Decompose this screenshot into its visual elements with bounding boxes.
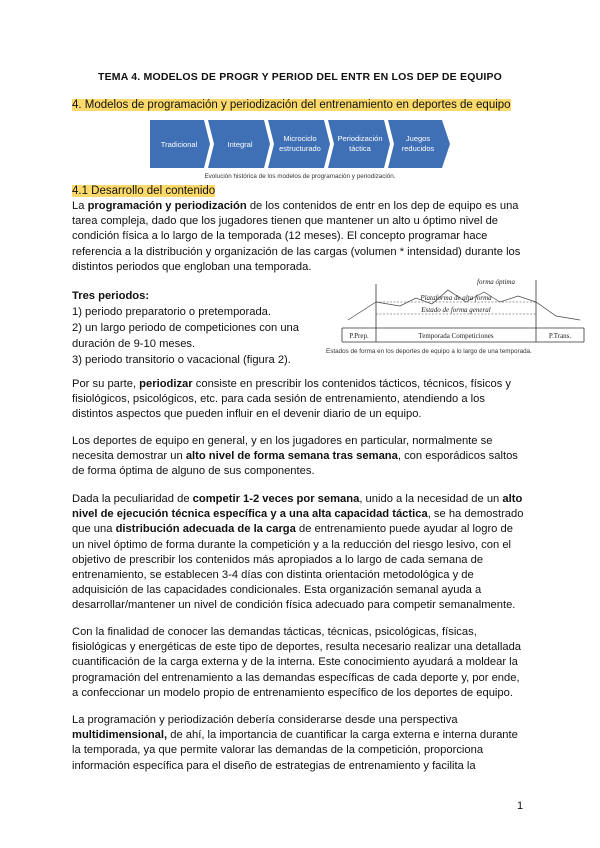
flow-label-tradicional: Tradicional <box>160 140 198 149</box>
cell-temporada: Temporada Competiciones <box>418 332 494 340</box>
flow-label-periodizacion-2: táctica <box>349 144 371 153</box>
flow-label-periodizacion-1: Periodización <box>337 134 383 143</box>
section-heading <box>72 99 511 111</box>
label-forma-optima: forma óptima <box>477 278 515 286</box>
evolution-flow-diagram <box>150 120 450 168</box>
label-plataforma: Plataforma de alta forma <box>420 294 492 302</box>
flow-figure-caption: Evolución histórica de los modelos de programación y periodización. <box>204 173 396 180</box>
paragraph-deportes-equipo: Los deportes de equipo en general, y en los jugadores en particular, normalmente se necesita demostrar un alto nivel de forma semana tras semana, con esporádicos saltos de forma óptima de alguno de sus componentes. <box>72 435 518 478</box>
period-item-2: 2) un largo periodo de competiciones con una duración de 9-10 meses. <box>72 322 300 350</box>
period-item-1: 1) periodo preparatorio o pretemporada. <box>72 306 272 318</box>
flow-label-integral: Integral <box>227 140 253 149</box>
flow-label-juegos-1: Juegos <box>405 134 431 143</box>
paragraph-finalidad: Con la finalidad de conocer las demandas tácticas, técnicas, psicológicas, físicas, fisiológicas y energéticas de este tipo de deportes, resulta necesario realizar una detallada cuantificación de la carga externa y de la interna. Este conocimiento ayudará a moldear la programación del entrenamiento a las demandas específicas de cada deporte y, por ende, a confeccionar un modelo propio de entrenamiento específico de los deportes de equipo. <box>72 626 522 699</box>
paragraph-programacion: La programación y periodización de los contenidos de entr en los dep de equipo es una tarea compleja, dado que los jugadores tienen que mantener un alto u óptimo nivel de condición física a lo largo de la temporada (12 meses). El concepto programar hace referencia a la distribución y organización de las cargas (volumen * intensidad) durante los distintos periodos que engloban una temporada. <box>72 200 521 273</box>
section-heading-text: 4. Modelos de programación y periodización del entrenamiento en deportes de equipo <box>72 99 511 111</box>
three-periods-block <box>72 288 322 368</box>
document-title: TEMA 4. MODELOS DE PROGR Y PERIOD DEL ENTR EN LOS DEP DE EQUIPO <box>97 71 503 83</box>
flow-label-microciclo-2: estructurado <box>279 144 321 153</box>
cell-p-trans: P.Trans. <box>548 332 572 340</box>
flow-label-juegos-2: reducidos <box>401 144 435 153</box>
subsection-heading-text: 4.1 Desarrollo del contenido <box>72 185 216 197</box>
flow-label-microciclo-1: Microciclo <box>283 134 317 143</box>
three-periods-heading: Tres periodos: <box>72 290 150 302</box>
period-item-3: 3) periodo transitorio o vacacional (figura 2). <box>72 354 291 366</box>
subsection-heading <box>72 185 215 197</box>
paragraph-periodizar: Por su parte, periodizar consiste en prescribir los contenidos tácticos, técnicos, físicos y fisiológicos, psicológicos, etc. para cada sesión de entrenamiento, atendiendo a los distintos aspectos que pueden influir en el devenir diario de un equipo. <box>72 378 511 421</box>
paragraph-multidimensional: La programación y periodización debería considerarse desde una perspectiva multidimensional, de ahí, la importancia de cuantificar la carga externa e interna durante la temporada, ya que permite valorar las demandas de la competición, proporciona información específica para el diseño de estrategias de entrenamiento y facilita la <box>72 714 518 772</box>
season-form-diagram <box>340 276 586 344</box>
season-figure-caption: Estados de forma en los deportes de equipo a lo largo de una temporada. <box>326 348 532 355</box>
page-number: 1 <box>517 800 524 812</box>
label-estado-general: Estado de forma general <box>421 306 491 314</box>
paragraph-peculiaridad: Dada la peculiaridad de competir 1-2 veces por semana, unido a la necesidad de un alto nivel de ejecución técnica específica y a una alta capacidad táctica, se ha demostrado que una distribución adecuada de la carga de entrenamiento puede ayudar al logro de un nivel óptimo de forma durante la competición y a la reducción del riesgo lesivo, con el objetivo de prescribir los contenidos más apropiados a lo largo de cada semana de entrenamiento, se establecen 3-4 días con distinta orientación metodológica y de adquisición de las capacidades condicionales. Esta organización semanal ayuda a desarrollar/mantener un nivel de condición física adecuado para competir semanalmente. <box>72 493 524 612</box>
cell-p-prep: P.Prep. <box>349 332 369 340</box>
